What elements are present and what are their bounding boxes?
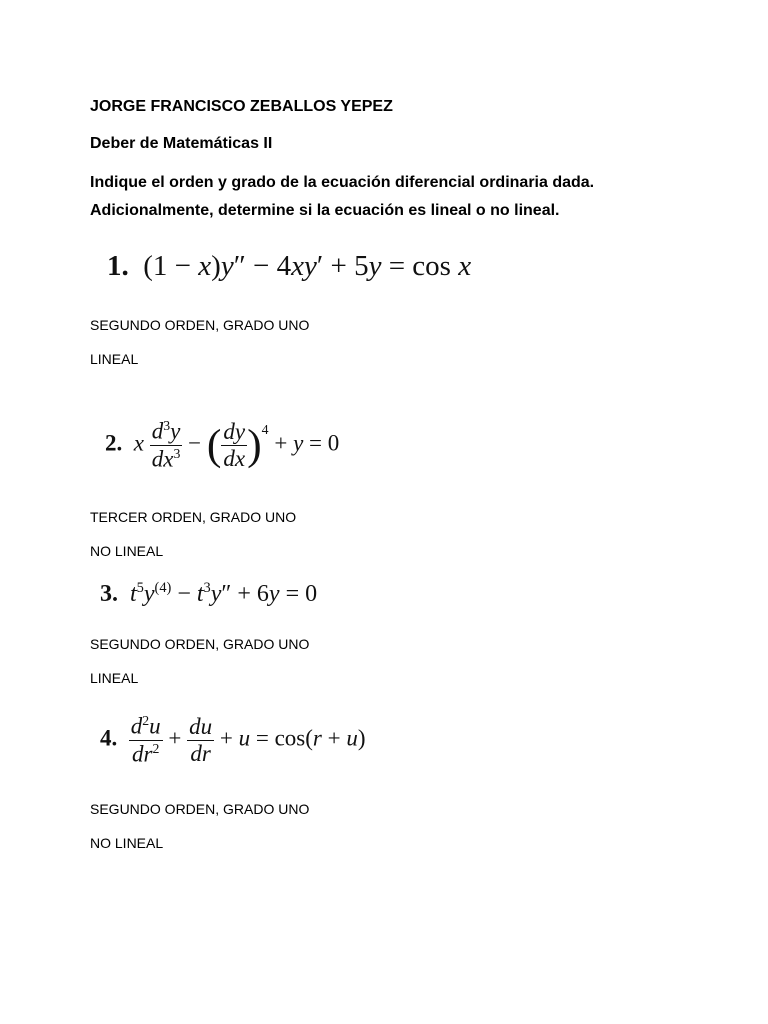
equation-number: 3.: [100, 581, 118, 607]
answer-order-3: SEGUNDO ORDEN, GRADO UNO: [90, 636, 310, 652]
answer-order-4: SEGUNDO ORDEN, GRADO UNO: [90, 801, 310, 817]
equation-4: 4. $\frac{d^2u}{dr^2}$ + $\frac{du}{dr}$ + u = cos(r + u): [100, 713, 366, 767]
equation-number: 1.: [107, 250, 129, 282]
answer-linearity-3: LINEAL: [90, 670, 139, 686]
answer-order-1: SEGUNDO ORDEN, GRADO UNO: [90, 317, 310, 333]
equation-number: 2.: [105, 430, 123, 456]
equation-2: 2. x $\frac{d^3y}{dx^3}$ − ( $\frac{dy}{dx}$ )$^4$ + y = 0: [105, 418, 340, 472]
instruction-line-1: Indique el orden y grado de la ecuación diferencial ordinaria dada.: [90, 174, 595, 191]
answer-linearity-4: NO LINEAL: [90, 835, 164, 851]
answer-linearity-1: LINEAL: [90, 351, 139, 367]
equation-1: 1. (1 − x)y″ − 4xy′ + 5y = cos x: [107, 250, 472, 282]
equation-3: 3. $t^5y^{(4)} - t^3y'' + 6y = 0$: [100, 580, 318, 607]
equation-number: 4.: [100, 725, 118, 751]
instruction-line-2: Adicionalmente, determine si la ecuación es lineal o no lineal.: [90, 202, 560, 219]
answer-order-2: TERCER ORDEN, GRADO UNO: [90, 509, 297, 525]
answer-linearity-2: NO LINEAL: [90, 543, 164, 559]
course-title: Deber de Matemáticas II: [90, 135, 273, 152]
author-name: JORGE FRANCISCO ZEBALLOS YEPEZ: [90, 98, 393, 115]
